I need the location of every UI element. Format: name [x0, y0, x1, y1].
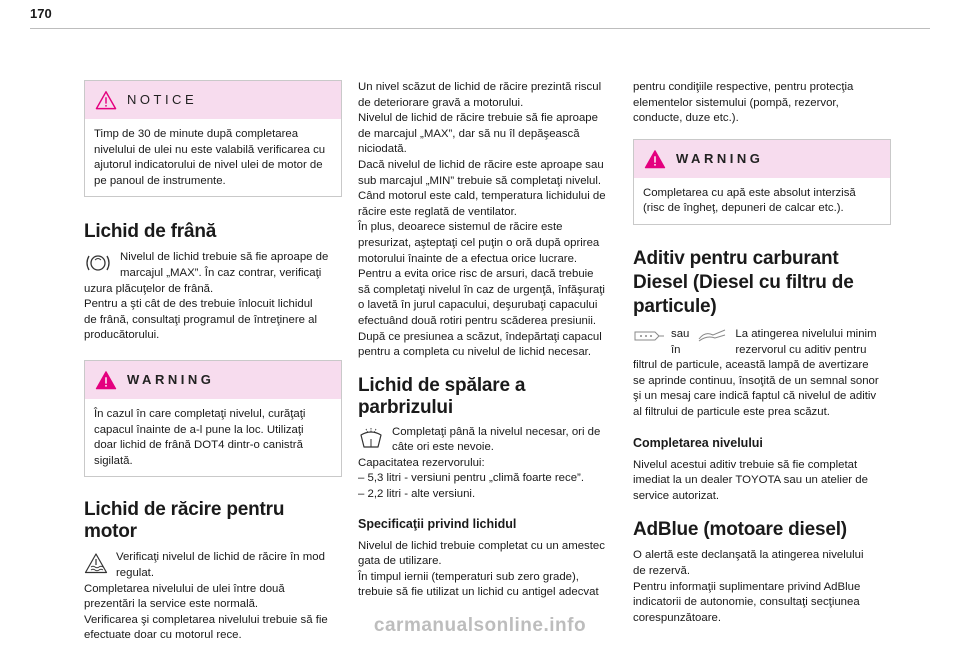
column-1 — [84, 80, 342, 644]
column-3 — [633, 80, 891, 626]
top-divider — [30, 28, 930, 29]
washer-fluid-heading: Lichid de spălare a parbrizului — [358, 374, 526, 418]
fuel-additive-icon — [697, 327, 727, 345]
page-number: 170 — [30, 6, 52, 21]
brake-fluid-heading: Lichid de frână — [84, 221, 217, 243]
fluid-spec-continued-text: pentru condiţiile respective, pentru protecţia elementelor sistemului (pompă, rezervor, conducte, duze etc.). — [633, 81, 854, 125]
notice-title: NOTICE — [127, 92, 198, 108]
diesel-additive-text: filtrul de particule, această lampă de avertizare se aprinde continuu, însoţită de un semnal sonor şi un mesaj care indică faptul că nivelul de aditiv al filtrului de particule este prea scăzut. — [633, 359, 879, 418]
brake-warning-box — [84, 360, 342, 477]
washer-capacity-item: – 5,3 litri - versiuni pentru „climă foarte rece”. — [358, 472, 584, 485]
warning-title: WARNING — [676, 150, 764, 166]
notice-box — [84, 80, 342, 197]
brake-fluid-text: Nivelul de lichid trebuie să fie aproape de marcajul „MAX”. În caz contrar, verificaţi uzura plăcuţelor de frână. Pentru a şti cât de des trebuie înlocuit lichidul de frână, consultaţi programul de întreţinere al producătorului. — [84, 251, 329, 342]
brake-warning-icon — [84, 252, 112, 274]
topup-heading: Completarea nivelului — [633, 435, 763, 450]
particle-filter-icon — [633, 327, 665, 345]
coolant-heading: Lichid de răcire pentru motor — [84, 499, 285, 543]
washer-fluid-text: Completaţi până la nivelul necesar, ori de câte ori este nevoie. Capacitatea rezervorului: — [358, 425, 601, 469]
column-2 — [358, 80, 616, 601]
coolant-continued-text: Un nivel scăzut de lichid de răcire prezintă riscul de deteriorare gravă a motorului. Nivelul de lichid de răcire trebuie să fie aproape de marcajul „MAX”, dar să nu îl depăşească niciodată. Dacă nivelul de lichid de răcire este aproape sau sub marcajul „MIN” trebuie să completaţi nivelul. Când motorul este cald, temperatura lichidului de răcire este reglată de ventilator. În plus, deoarece sistemul de răcire este presurizat, aşteptaţi cel puţin o oră după oprirea motorului înainte de a efectua orice lucrare. Pentru a evita orice risc de arsuri, dacă trebuie să completaţi nivelul în caz de urgenţă, înfăşuraţi o lavetă în jurul capacului, deşurubaţi capacului efectuând două rotiri pentru scăderea presiunii. După ce presiunea a scăzut, îndepărtaţi capacul pentru a completa cu nivelul de lichid necesar. — [358, 81, 606, 359]
warning-triangle-icon — [95, 90, 117, 110]
washer-capacity-item: – 2,2 litri - alte versiuni. — [358, 488, 476, 501]
coolant-temperature-icon — [84, 552, 108, 574]
fluid-spec-heading: Specificaţii privind lichidul — [358, 516, 517, 531]
adblue-text: O alertă este declanşată la atingerea nivelului de rezervă. Pentru informaţii suplimentare privind AdBlue indicatorii de autonomie, consultaţi secţiunea corespunzătoare. — [633, 549, 864, 624]
diesel-additive-heading: Aditiv pentru carburant Diesel (Diesel cu filtru de particule) — [633, 247, 854, 317]
warning-triangle-icon — [95, 370, 117, 390]
windscreen-washer-icon — [358, 427, 384, 449]
warning-title: WARNING — [127, 372, 215, 388]
coolant-text: Verificaţi nivelul de lichid de răcire în mod regulat. Completarea nivelului de ulei între două prezentări la service este normală. Verificarea şi completarea nivelului trebuie să fie efectuate doar cu motorul rece. — [84, 551, 328, 642]
water-warning-box — [633, 139, 891, 225]
watermark: carmanualsonline.info — [373, 615, 587, 636]
in-label: în — [671, 343, 681, 356]
water-warning-text: Completarea cu apă este absolut interzisă (risc de îngheţ, depuneri de calcar etc.). — [643, 186, 856, 215]
brake-warning-text: În cazul în care completaţi nivelul, curăţaţi capacul înainte de a-l pune la loc. Utilizaţi doar lichid de frână DOT4 dintr-o canistră sigilată. — [94, 407, 306, 467]
topup-text: Nivelul acestui aditiv trebuie să fie completat imediat la un dealer TOYOTA sau un atelier de service autorizat. — [633, 458, 868, 502]
fluid-spec-text: Nivelul de lichid trebuie completat cu un amestec gata de utilizare. În timpul iernii (temperaturi sub zero grade), trebuie să fie utilizat un lichid cu antigel adecvat — [358, 539, 605, 599]
warning-triangle-icon — [644, 149, 666, 169]
notice-text: Timp de 30 de minute după completarea nivelului de ulei nu este valabilă verificarea cu ajutorul indicatorului de nivel ulei de motor de pe panoul de instrumente. — [94, 128, 326, 187]
diesel-additive-intro: La atingerea nivelului minim rezervorul cu aditiv pentru — [735, 327, 877, 356]
adblue-heading: AdBlue (motoare diesel) — [633, 519, 847, 541]
or-label: sau — [671, 327, 690, 340]
